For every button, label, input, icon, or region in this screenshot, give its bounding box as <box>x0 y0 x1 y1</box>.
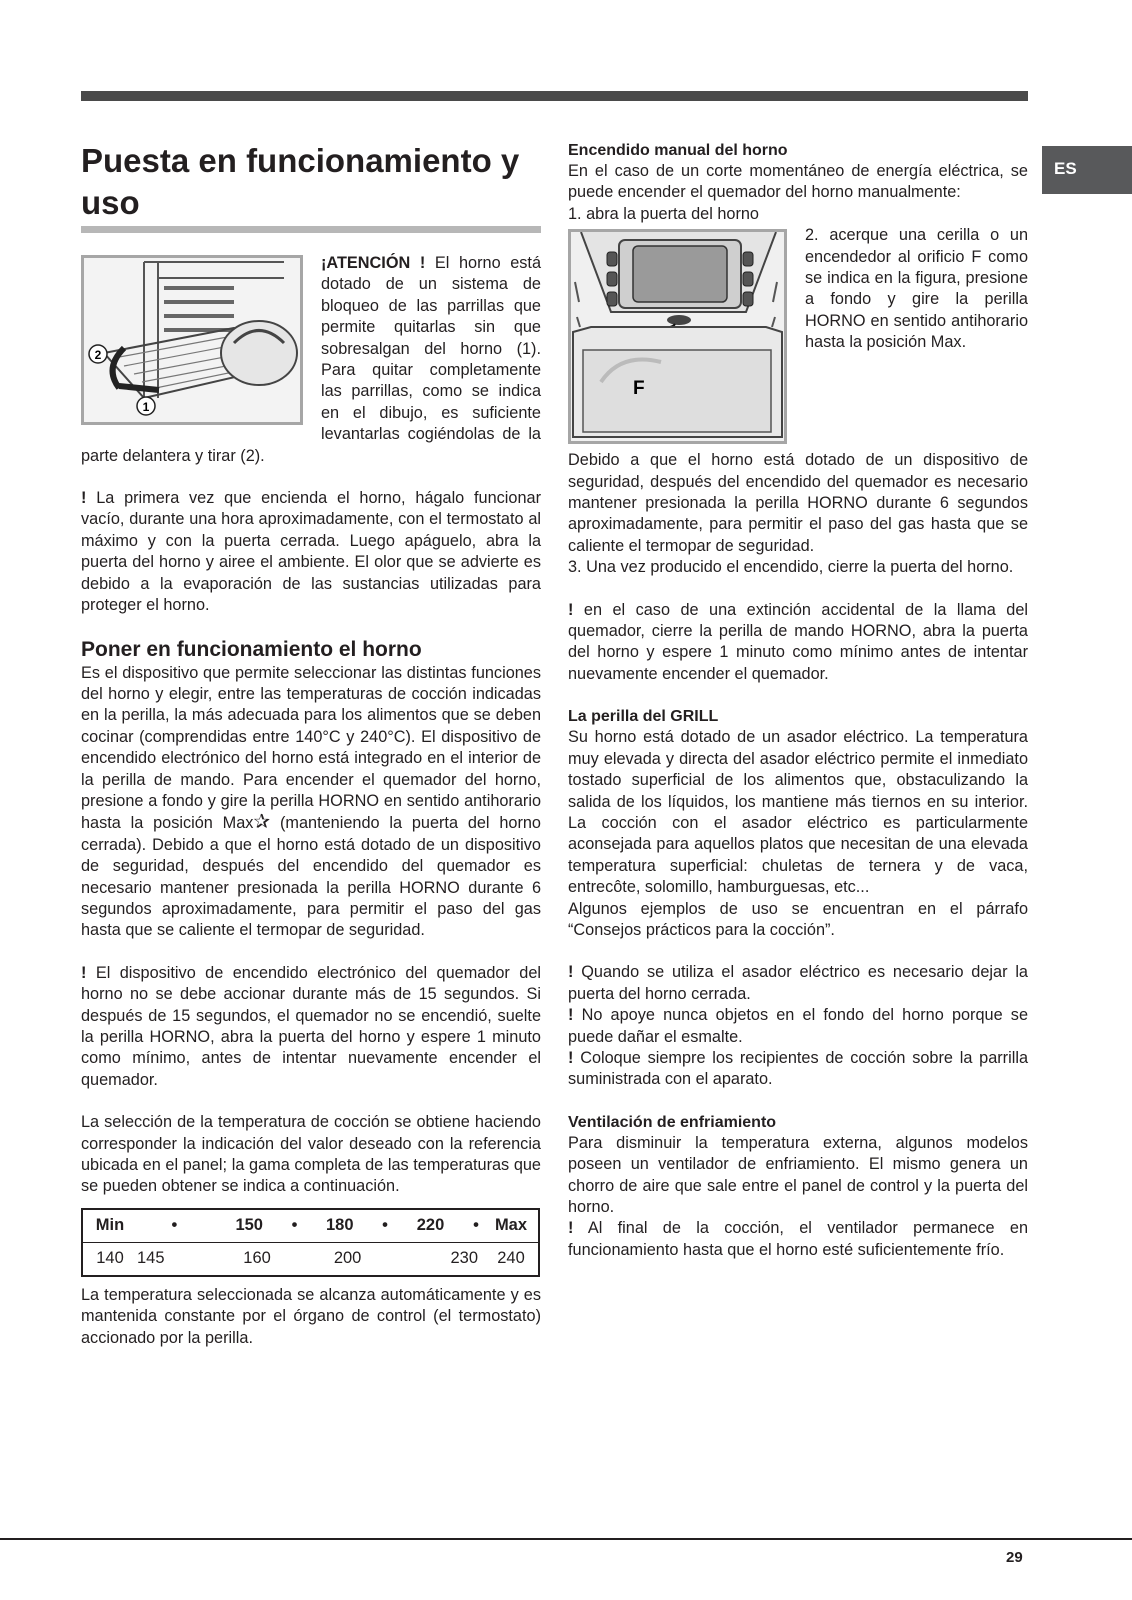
temp-cell: 220 <box>416 1216 445 1235</box>
temp-selection-paragraph: La selección de la temperatura de cocción se obtiene haciendo corresponder la indicación del valor deseado con la referencia ubicada en el panel; la gama completa de las temperaturas que se pueden obtener se indica a continuación. <box>81 1113 541 1196</box>
bottom-rule <box>0 1538 1132 1540</box>
flame-warning-paragraph <box>568 600 1028 686</box>
language-tab: ES <box>1042 146 1132 194</box>
first-use-paragraph <box>81 488 541 616</box>
electronic-warning-text: El dispositivo de encendido electrónico del quemador del horno no se debe accionar durante más de 15 segundos. Si después de 15 segundos, el quemador no se encendió, suelte la perilla HORNO, abra la puerta del horno y espere 1 minuto como mínimo, antes de intentar nuevamente encender el quemador. <box>81 963 541 1089</box>
temp-cell: Min <box>95 1216 125 1235</box>
section-heading-oven: Poner en funcionamiento el horno <box>81 637 422 661</box>
manual-ignition-heading: Encendido manual del horno <box>568 142 788 159</box>
grill-examples-paragraph: Algunos ejemplos de uso se encuentran en el párrafo “Consejos prácticos para la cocción”. <box>568 899 1028 939</box>
temp-cell: Max <box>494 1216 528 1235</box>
temp-cell: 230 <box>450 1249 478 1268</box>
temperature-table <box>81 1208 540 1277</box>
ventilation-warning-text: Al final de la cocción, el ventilador permanece en funcionamiento hasta que el horno esté suficientemente frío. <box>568 1219 1028 1259</box>
top-rule <box>81 91 1028 101</box>
grill-warning-2-text: No apoye nunca objetos en el fondo del horno porque se puede dañar el esmalte. <box>568 1006 1028 1046</box>
warning-mark: ! <box>568 1048 574 1067</box>
left-column <box>81 140 541 1349</box>
temp-cell: 150 <box>235 1216 263 1235</box>
fig-label-1: 1 <box>142 400 150 414</box>
temp-after-paragraph: La temperatura seleccionada se alcanza automáticamente y es mantenida constante por el órgano de control (el termostato) accionado por la perilla. <box>81 1285 541 1347</box>
warning-mark: ! <box>568 1006 574 1025</box>
oven-operation-text-a: Es el dispositivo que permite seleccionar las distintas funciones del horno y elegir, entre las temperaturas de cocción indicadas en la perilla, la más adecuada para los alimentos que se deben cocinar (comprendidas entre 140°C y 240°C). El dispositivo de encendido electrónico del horno está integrado en el interior de la perilla de mando. Para encender el quemador del horno, presione a fondo y gire la perilla HORNO en sentido antihorario hasta la posición Max <box>81 663 541 833</box>
oven-operation-text-b: (manteniendo la puerta del horno cerrada). Debido a que el horno está dotado de un dispositivo de seguridad, después del encendido del quemador es necesario mantener presionada la perilla HORNO durante 6 segundos aproximadamente, para permitir el paso del gas hasta que se caliente el termopar de seguridad. <box>81 814 541 940</box>
grill-warning-1-text: Quando se utiliza el asador eléctrico es necesario dejar la puerta del horno cerrada. <box>568 963 1028 1003</box>
warning-mark: ! <box>81 963 87 982</box>
warning-mark: ! <box>81 489 87 508</box>
safety-paragraph: Debido a que el horno está dotado de un dispositivo de seguridad, después del encendido del quemador es necesario mantener presionada la perilla HORNO durante 6 segundos aproximadamente, para permitir el paso del gas hasta que se caliente el termopar de seguridad. <box>568 451 1028 555</box>
page-title: Puesta en funcionamiento y uso <box>81 142 520 221</box>
burner-ignition-figure <box>568 229 787 444</box>
grill-warning-3 <box>568 1048 1028 1091</box>
temp-cell: 200 <box>333 1249 362 1268</box>
max-star-icon: ✰ <box>253 811 271 834</box>
temp-cell: • <box>382 1216 388 1235</box>
rack-removal-figure <box>81 255 303 425</box>
temp-cell: • <box>171 1216 178 1235</box>
grill-paragraph: Su horno está dotado de un asador eléctrico. La temperatura muy elevada y directa del asador eléctrico permite el inmediato tostado superficial de los alimentos que, obstaculizando la salida de los líquidos, los mantiene más tiernos en su interior. La cocción con el asador eléctrico es particularmente aconsejada para aquellos platos que necesitan de una elevada temperatura superficial: chuletas de ternera y de vaca, entrecôte, solomillo, hamburguesas, etc... <box>568 728 1028 897</box>
warning-mark: ! <box>568 963 574 982</box>
temperature-row-dial <box>82 1209 539 1243</box>
title-rule <box>81 226 541 233</box>
temp-cell: 160 <box>243 1249 271 1268</box>
fig-label-2: 2 <box>94 348 102 362</box>
page-number: 29 <box>1006 1549 1023 1566</box>
temp-cell: 240 <box>497 1249 525 1268</box>
manual-ignition-intro: En el caso de un corte momentáneo de energía eléctrica, se puede encender el quemador del horno manualmente: <box>568 162 1028 202</box>
grill-warning-2 <box>568 1005 1028 1048</box>
temp-cell: • <box>291 1216 298 1235</box>
manual-step-1: 1. abra la puerta del horno <box>568 204 759 223</box>
attention-label: ¡ATENCIÓN ! <box>321 254 426 272</box>
warning-mark: ! <box>568 600 574 619</box>
first-use-text: La primera vez que encienda el horno, hágalo funcionar vacío, durante una hora aproximadamente, con el termostato al máximo y con la puerta cerrada. Luego apáguelo, abra la puerta del horno y airee el ambiente. El olor que se advierte es debido a la evaporación de las sustancias utilizadas para proteger el horno. <box>81 489 541 615</box>
temp-cell: 180 <box>325 1216 354 1235</box>
ventilation-heading: Ventilación de enfriamiento <box>568 1113 777 1131</box>
temp-cell: • <box>473 1216 479 1235</box>
right-column <box>568 140 1028 1261</box>
manual-step-3: 3. Una vez producido el encendido, cierre la puerta del horno. <box>568 558 1014 577</box>
oven-operation-paragraph <box>81 663 541 942</box>
fig-label-f: F <box>633 378 645 400</box>
electronic-warning-paragraph <box>81 963 541 1091</box>
flame-warning-text: en el caso de una extinción accidental de la llama del quemador, cierre la perilla de mando HORNO, abra la puerta del horno y espere 1 minuto como mínimo antes de intentar nuevamente encender el quemador. <box>568 600 1028 683</box>
manual-step-2: 2. acerque una cerilla o un encendedor al orificio F como se indica en la figura, presione a fondo y gire la perilla HORNO en sentido antihorario hasta la posición Max. <box>805 226 1028 352</box>
warning-mark: ! <box>568 1219 574 1238</box>
attention-text: El horno está dotado de un sistema de bloqueo de las parrillas que permite quitarlas sin que sobresalgan del horno (1). Para quitar completamente las parrillas, como se indica en el dibujo, es suficiente levantarlas cogiéndolas de la parte delantera y tirar (2). <box>81 254 542 465</box>
temp-cell: 140 <box>96 1249 124 1268</box>
grill-warning-3-text: Coloque siempre los recipientes de cocción sobre la parrilla suministrada con el aparato. <box>568 1048 1028 1089</box>
ventilation-warning <box>568 1218 1028 1261</box>
grill-heading: La perilla del GRILL <box>568 708 719 726</box>
ventilation-paragraph: Para disminuir la temperatura externa, algunos modelos poseen un ventilador de enfriamiento. El mismo genera un chorro de aire que sale entre el panel de control y la puerta del horno. <box>568 1133 1028 1216</box>
temp-cell: 145 <box>137 1249 165 1268</box>
temperature-row-values <box>82 1242 539 1276</box>
grill-warning-1 <box>568 962 1028 1005</box>
